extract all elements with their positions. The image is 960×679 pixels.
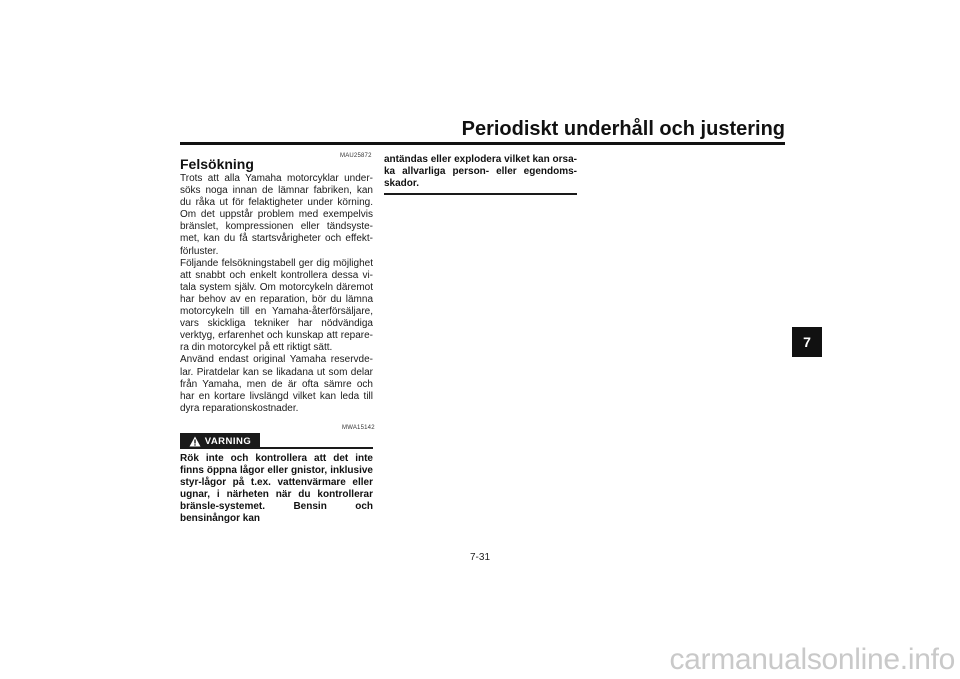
- warning-code: MWA15142: [342, 425, 375, 431]
- paragraph-intro: Trots att alla Yamaha motorcyklar under-söks noga innan de lämnar fabriken, kan du råka ut för felaktigheter under körning. Om det uppstår problem med exempelvis bränslet, kompressionen eller tändsyste-met, kan du få startsvårigheter och effekt-förluster.: [180, 173, 373, 257]
- warning-label: VARNING: [204, 435, 252, 447]
- header-rule: [180, 142, 785, 145]
- page-number: 7-31: [469, 552, 490, 563]
- warning-end-rule: [384, 193, 577, 195]
- warning-text-continued: antändas eller explodera vilket kan orsa-ka allvarliga person- eller egendoms-skador.: [384, 154, 577, 190]
- section-body: [180, 173, 373, 415]
- paragraph-troubleshooting: Följande felsökningstabell ger dig möjlighet att snabbt och enkelt kontrollera dessa vi-tala system själv. Om motorcykeln däremot har behov av en reparation, bör du lämna motorcykeln till en Yamaha-återförsäljare, vars skickliga tekniker har nödvändiga verktyg, erfarenhet och kunskap att repare-ra din motorcykel på ett riktigt sätt.: [180, 257, 373, 354]
- watermark[interactable]: carmanualsonline.info: [669, 643, 955, 676]
- chapter-tab[interactable]: 7: [792, 327, 822, 357]
- warning-header-rule: [260, 447, 373, 449]
- page-header-title: Periodiskt underhåll och justering: [461, 118, 785, 140]
- warning-badge: [180, 433, 260, 449]
- warning-text: Rök inte och kontrollera att det inte finns öppna lågor eller gnistor, inklusive styr-lågor på t.ex. vattenvärmare eller ugnar, i närheten när du kontrollerar bränsle-systemet. Bensin och bensinångor kan: [180, 453, 373, 525]
- paragraph-original-parts: Använd endast original Yamaha reservde-lar. Piratdelar kan se likadana ut som delar från Yamaha, men de är ofta sämre och har en kortare livslängd vilket kan leda till dyra reparationskostnader.: [180, 354, 373, 414]
- section-heading: Felsökning: [180, 156, 254, 172]
- warning-triangle-icon: [189, 436, 201, 447]
- warning-header: [180, 433, 373, 449]
- section-code: MAU25872: [340, 153, 372, 159]
